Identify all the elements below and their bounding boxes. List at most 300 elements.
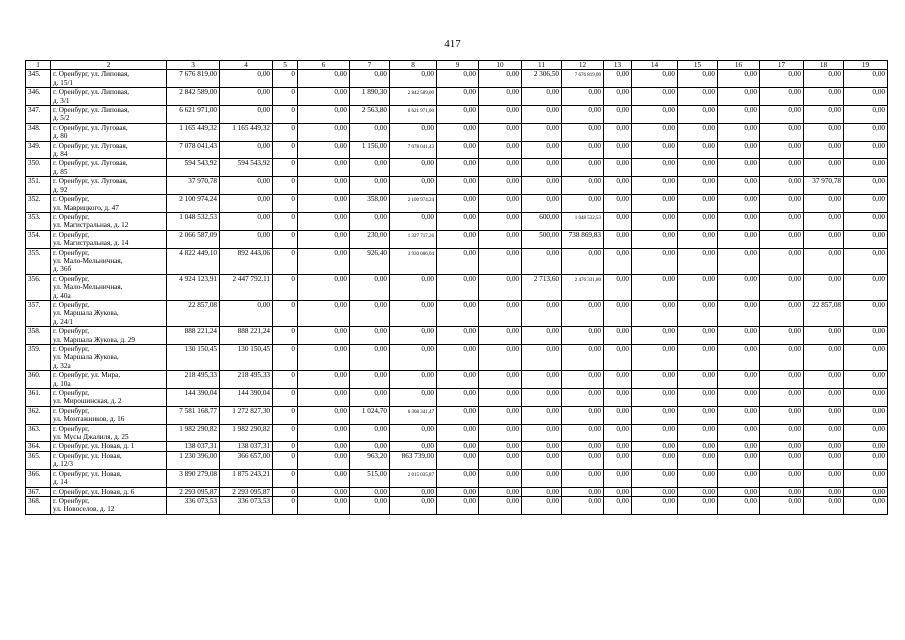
value-text: 0,00 <box>788 496 801 505</box>
value-cell <box>718 389 760 407</box>
value-text: 0,00 <box>588 177 601 186</box>
value-cell <box>632 469 678 487</box>
value-cell <box>350 106 390 124</box>
value-cell <box>298 300 350 326</box>
value-text: 0,00 <box>744 230 757 239</box>
value-cell <box>844 487 888 496</box>
value-text: 2 842 589,00 <box>407 91 434 97</box>
value-cell <box>804 70 844 88</box>
value-text: 1 048 532,53 <box>179 212 217 221</box>
value-text: 0,00 <box>463 88 476 97</box>
address-cell <box>51 195 167 213</box>
row-number: 363. <box>26 424 51 442</box>
value-cell <box>273 345 298 371</box>
value-cell <box>604 300 632 326</box>
value-text: 0,00 <box>463 123 476 132</box>
address-line: г. Оренбург, ул. Луговая, <box>53 177 128 186</box>
value-text: 0,00 <box>463 496 476 505</box>
value-cell <box>273 106 298 124</box>
value-cell <box>522 177 562 195</box>
value-text: 0,00 <box>744 327 757 336</box>
value-cell <box>522 371 562 389</box>
value-cell <box>273 496 298 514</box>
value-text: 0,00 <box>702 106 715 115</box>
value-text: 0,00 <box>588 106 601 115</box>
value-cell <box>678 389 718 407</box>
value-text: 0,00 <box>506 487 519 496</box>
value-cell <box>844 389 888 407</box>
value-text: 0,00 <box>616 274 629 283</box>
value-text: 0,00 <box>744 177 757 186</box>
value-cell <box>298 212 350 230</box>
row-number: 354. <box>26 230 51 248</box>
value-cell <box>678 70 718 88</box>
value-text: 0,00 <box>872 230 885 239</box>
address-line: ул. Магистральная, д. 12 <box>53 221 129 230</box>
value-text: 0,00 <box>828 487 841 496</box>
value-text: 7 078 041,43 <box>407 144 434 150</box>
address-line: д. 15/1 <box>53 78 74 87</box>
address-cell <box>51 469 167 487</box>
value-text: 0,00 <box>334 406 347 415</box>
value-text: 4 924 123,91 <box>179 274 217 283</box>
row-number: 347. <box>26 106 51 124</box>
value-text: 0,00 <box>702 230 715 239</box>
value-text: 0,00 <box>616 195 629 204</box>
value-cell <box>522 106 562 124</box>
value-text: 0,00 <box>788 451 801 460</box>
value-text: 0,00 <box>546 177 559 186</box>
value-cell <box>844 300 888 326</box>
value-text: 0,00 <box>588 451 601 460</box>
value-cell <box>273 123 298 141</box>
value-cell <box>844 248 888 274</box>
value-cell <box>298 345 350 371</box>
value-text: 22 857,08 <box>188 300 217 309</box>
value-text: 0,00 <box>788 177 801 186</box>
value-cell <box>437 487 479 496</box>
value-cell <box>632 300 678 326</box>
value-cell <box>220 345 273 371</box>
value-cell <box>844 177 888 195</box>
value-text: 0 <box>291 230 295 239</box>
value-text: 0,00 <box>744 469 757 478</box>
value-cell <box>437 327 479 345</box>
value-text: 0,00 <box>463 106 476 115</box>
value-text: 0,00 <box>702 424 715 433</box>
value-cell <box>604 389 632 407</box>
address-line: ул. Монтажников, д. 16 <box>53 415 125 424</box>
value-cell <box>437 496 479 514</box>
value-text: 0 <box>291 496 295 505</box>
value-cell <box>604 141 632 159</box>
value-cell <box>760 248 804 274</box>
value-cell <box>760 70 804 88</box>
value-text: 0,00 <box>872 327 885 336</box>
table-row <box>26 327 888 345</box>
address-cell <box>51 406 167 424</box>
value-text: 0,00 <box>421 274 434 283</box>
value-cell <box>804 159 844 177</box>
value-text: 0 <box>291 424 295 433</box>
value-cell <box>632 195 678 213</box>
value-cell <box>390 106 437 124</box>
value-cell <box>273 469 298 487</box>
value-cell <box>273 274 298 300</box>
value-text: 0,00 <box>546 451 559 460</box>
value-cell <box>350 300 390 326</box>
value-cell <box>804 406 844 424</box>
value-text: 0,00 <box>463 70 476 79</box>
value-text: 0,00 <box>872 300 885 309</box>
value-cell <box>678 451 718 469</box>
value-cell <box>844 212 888 230</box>
value-cell <box>562 230 604 248</box>
column-number: 12 <box>562 61 604 70</box>
value-text: 888 221,24 <box>237 327 270 336</box>
value-cell <box>760 496 804 514</box>
value-cell <box>718 469 760 487</box>
value-text: 0,00 <box>788 442 801 451</box>
value-cell <box>220 389 273 407</box>
value-cell <box>604 70 632 88</box>
address-line: д. 92 <box>53 185 68 194</box>
value-text: 0,00 <box>702 406 715 415</box>
value-cell <box>804 123 844 141</box>
value-text: 0,00 <box>334 212 347 221</box>
value-text: 0,00 <box>744 487 757 496</box>
value-cell <box>298 106 350 124</box>
value-text: 0,00 <box>744 496 757 505</box>
value-cell <box>718 195 760 213</box>
value-text: 130 150,45 <box>184 345 217 353</box>
table-header <box>26 61 888 70</box>
value-text: 0,00 <box>872 123 885 132</box>
value-text: 0,00 <box>662 424 675 433</box>
value-cell <box>350 406 390 424</box>
value-cell <box>522 274 562 300</box>
value-cell <box>479 451 522 469</box>
value-text: 0,00 <box>374 274 387 283</box>
address-cell <box>51 487 167 496</box>
value-cell <box>350 123 390 141</box>
value-cell <box>220 274 273 300</box>
value-cell <box>678 442 718 451</box>
value-text: 0,00 <box>662 496 675 505</box>
value-cell <box>760 159 804 177</box>
value-text: 218 495,33 <box>237 371 270 380</box>
value-cell <box>220 469 273 487</box>
value-cell <box>390 141 437 159</box>
value-cell <box>804 195 844 213</box>
value-text: 0,00 <box>872 451 885 460</box>
value-cell <box>298 195 350 213</box>
address-line: г. Оренбург, ул. Новая, д. 6 <box>53 487 135 496</box>
address-line: ул. Новоселов, д. 12 <box>53 505 115 514</box>
value-cell <box>437 195 479 213</box>
value-text: 0,00 <box>662 177 675 186</box>
value-text: 0,00 <box>546 424 559 433</box>
value-text: 0,00 <box>828 123 841 132</box>
value-cell <box>604 230 632 248</box>
value-text: 0,00 <box>588 389 601 398</box>
value-text: 0,00 <box>702 70 715 79</box>
value-text: 0,00 <box>744 406 757 415</box>
value-text: 0,00 <box>463 442 476 451</box>
value-cell <box>167 195 220 213</box>
value-cell <box>273 424 298 442</box>
value-cell <box>522 141 562 159</box>
value-cell <box>844 406 888 424</box>
value-cell <box>562 389 604 407</box>
value-text: 336 073,53 <box>237 496 270 505</box>
value-cell <box>273 389 298 407</box>
address-line: д. 12/3 <box>53 460 74 469</box>
value-cell <box>522 300 562 326</box>
value-text: 2 563,80 <box>361 106 387 115</box>
address-line: г. Оренбург, ул. Луговая, <box>53 141 128 150</box>
value-text: 515,00 <box>367 469 387 478</box>
value-cell <box>562 141 604 159</box>
value-text: 0,00 <box>374 327 387 336</box>
address-cell <box>51 141 167 159</box>
address-cell <box>51 106 167 124</box>
value-cell <box>390 389 437 407</box>
value-cell <box>562 300 604 326</box>
value-text: 0,00 <box>374 212 387 221</box>
value-cell <box>760 389 804 407</box>
value-cell <box>760 424 804 442</box>
value-text: 0,00 <box>506 345 519 353</box>
value-text: 0,00 <box>334 88 347 97</box>
value-cell <box>760 451 804 469</box>
address-line: г. Оренбург, ул. Липовая, <box>53 88 130 97</box>
value-cell <box>479 327 522 345</box>
value-cell <box>632 496 678 514</box>
row-number: 350. <box>26 159 51 177</box>
value-text: 0 <box>291 327 295 336</box>
value-text: 366 657,00 <box>237 451 270 460</box>
register-table <box>25 60 888 515</box>
value-text: 0,00 <box>334 70 347 79</box>
value-text: 0,00 <box>334 123 347 132</box>
value-text: 0,00 <box>662 123 675 132</box>
value-text: 0,00 <box>788 88 801 97</box>
value-cell <box>220 496 273 514</box>
value-cell <box>479 442 522 451</box>
value-text: 0,00 <box>744 88 757 97</box>
row-number: 352. <box>26 195 51 213</box>
value-cell <box>220 123 273 141</box>
value-text: 6 308 341,47 <box>407 409 434 415</box>
value-text: 0,00 <box>788 123 801 132</box>
value-cell <box>273 70 298 88</box>
value-cell <box>350 230 390 248</box>
value-cell <box>632 345 678 371</box>
value-text: 0,00 <box>463 159 476 168</box>
value-cell <box>479 248 522 274</box>
value-cell <box>760 141 804 159</box>
value-text: 0,00 <box>421 345 434 353</box>
value-text: 0,00 <box>334 195 347 204</box>
value-text: 0,00 <box>334 389 347 398</box>
value-text: 2 293 095,87 <box>179 487 217 496</box>
value-cell <box>522 451 562 469</box>
value-cell <box>522 389 562 407</box>
value-cell <box>604 371 632 389</box>
value-text: 0,00 <box>744 123 757 132</box>
value-cell <box>437 88 479 106</box>
value-text: 0,00 <box>257 195 270 204</box>
value-cell <box>437 70 479 88</box>
value-cell <box>522 212 562 230</box>
value-text: 0,00 <box>588 159 601 168</box>
value-text: 2 100 974,24 <box>407 198 434 204</box>
value-cell <box>760 88 804 106</box>
value-text: 0,00 <box>421 424 434 433</box>
value-cell <box>760 487 804 496</box>
value-cell <box>350 248 390 274</box>
value-text: 2 713,60 <box>533 274 559 283</box>
value-text: 0,00 <box>421 371 434 380</box>
value-cell <box>844 159 888 177</box>
value-text: 0,00 <box>744 159 757 168</box>
value-cell <box>522 496 562 514</box>
value-text: 0,00 <box>744 274 757 283</box>
value-cell <box>844 123 888 141</box>
value-cell <box>350 70 390 88</box>
column-number: 11 <box>522 61 562 70</box>
value-text: 37 970,78 <box>188 177 217 186</box>
value-cell <box>479 141 522 159</box>
value-text: 0,00 <box>744 371 757 380</box>
value-cell <box>718 106 760 124</box>
address-cell <box>51 88 167 106</box>
value-text: 0,00 <box>616 212 629 221</box>
value-text: 0,00 <box>662 159 675 168</box>
value-cell <box>479 371 522 389</box>
value-cell <box>760 230 804 248</box>
address-line: ул. Мусы Джалиля, д. 25 <box>53 433 129 442</box>
value-text: 0,00 <box>421 300 434 309</box>
value-cell <box>479 159 522 177</box>
value-cell <box>804 469 844 487</box>
column-number: 19 <box>844 61 888 70</box>
value-cell <box>604 406 632 424</box>
value-text: 1 230 396,00 <box>179 451 217 460</box>
value-text: 0,00 <box>506 141 519 150</box>
value-text: 144 390,04 <box>184 389 217 398</box>
value-text: 0,00 <box>828 327 841 336</box>
value-text: 0,00 <box>872 212 885 221</box>
value-text: 37 970,78 <box>812 177 841 186</box>
value-text: 3 890 279,08 <box>179 469 217 478</box>
row-number: 367. <box>26 487 51 496</box>
value-cell <box>437 469 479 487</box>
value-cell <box>437 141 479 159</box>
value-text: 0,00 <box>374 389 387 398</box>
value-cell <box>718 345 760 371</box>
address-line: ул. Маршала Жукова, д. 29 <box>53 335 135 344</box>
value-text: 0,00 <box>506 106 519 115</box>
value-text: 0,00 <box>872 141 885 150</box>
value-text: 0,00 <box>506 70 519 79</box>
value-text: 0,00 <box>828 406 841 415</box>
value-text: 0,00 <box>546 345 559 353</box>
table-row <box>26 371 888 389</box>
value-cell <box>167 106 220 124</box>
value-cell <box>678 159 718 177</box>
value-cell <box>273 371 298 389</box>
address-line: г. Оренбург, <box>53 195 90 204</box>
value-text: 0,00 <box>616 496 629 505</box>
value-cell <box>718 496 760 514</box>
value-cell <box>718 451 760 469</box>
value-cell <box>632 159 678 177</box>
value-text: 0,00 <box>616 248 629 257</box>
value-text: 1 156,00 <box>361 141 387 150</box>
value-cell <box>678 424 718 442</box>
row-number: 359. <box>26 345 51 371</box>
table-row <box>26 230 888 248</box>
value-cell <box>604 442 632 451</box>
value-text: 0,00 <box>463 345 476 353</box>
value-text: 0,00 <box>872 371 885 380</box>
value-cell <box>804 345 844 371</box>
value-text: 2 476 331,80 <box>574 277 601 283</box>
value-text: 0,00 <box>374 371 387 380</box>
value-cell <box>390 424 437 442</box>
value-text: 0,00 <box>421 487 434 496</box>
value-cell <box>604 274 632 300</box>
value-cell <box>718 159 760 177</box>
value-cell <box>298 469 350 487</box>
value-cell <box>390 177 437 195</box>
value-text: 0,00 <box>588 496 601 505</box>
address-cell <box>51 70 167 88</box>
value-text: 0 <box>291 248 295 257</box>
row-number: 345. <box>26 70 51 88</box>
value-cell <box>718 177 760 195</box>
value-cell <box>844 88 888 106</box>
address-line: ул. Мало-Мельничная, <box>53 256 123 265</box>
value-text: 0,00 <box>257 212 270 221</box>
value-text: 0 <box>291 123 295 132</box>
value-text: 0,00 <box>662 70 675 79</box>
value-cell <box>632 70 678 88</box>
value-text: 0,00 <box>334 496 347 505</box>
value-text: 0,00 <box>421 496 434 505</box>
value-text: 138 037,31 <box>237 442 270 451</box>
value-text: 358,00 <box>367 195 387 204</box>
row-number: 356. <box>26 274 51 300</box>
value-text: 0,00 <box>872 469 885 478</box>
value-text: 0,00 <box>788 469 801 478</box>
value-cell <box>718 212 760 230</box>
address-line: д. 3/1 <box>53 96 70 105</box>
value-text: 0,00 <box>744 141 757 150</box>
address-cell <box>51 345 167 371</box>
value-text: 0,00 <box>334 230 347 239</box>
value-text: 0,00 <box>788 159 801 168</box>
value-text: 0,00 <box>744 106 757 115</box>
value-text: 0,00 <box>506 195 519 204</box>
value-text: 0,00 <box>421 327 434 336</box>
value-text: 0,00 <box>662 406 675 415</box>
address-cell <box>51 212 167 230</box>
value-cell <box>390 159 437 177</box>
table-row <box>26 451 888 469</box>
